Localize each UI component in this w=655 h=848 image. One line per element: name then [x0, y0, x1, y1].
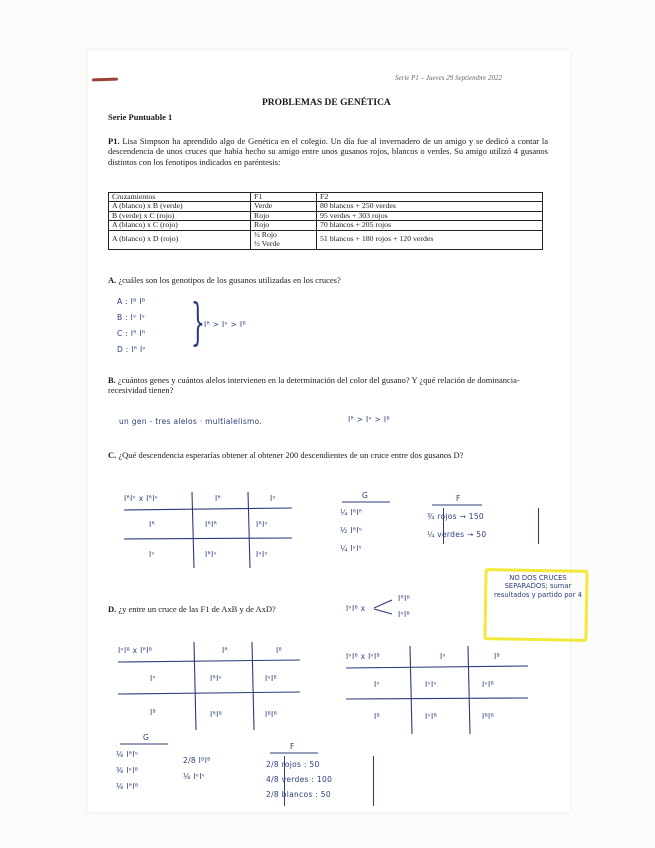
- table-row: [109, 202, 543, 211]
- punnett-cell: IᵛIᴮ: [482, 680, 494, 689]
- table-row: [109, 230, 543, 249]
- hand-g-line: ½ IᴿIᵛ: [340, 526, 363, 535]
- question-text: ¿cuántos genes y cuántos alelos intervienen en la determinación del color del gusano? Y ¿qué relación de dominancia-recesividad tienen?: [108, 375, 520, 396]
- punnett-col-header: Iᴮ: [494, 652, 501, 661]
- punnett-grid-d2: [342, 644, 532, 736]
- hand-g-label: G: [143, 733, 150, 742]
- punnett-row-header: Iᵛ: [149, 550, 155, 559]
- underline-f: [270, 751, 320, 755]
- question-text: ¿y entre un cruce de las F1 de AxB y de AxD?: [118, 604, 276, 614]
- punnett-cell: IᴿIᴿ: [205, 520, 218, 529]
- question-a: [108, 275, 341, 285]
- table-cell: Rojo: [251, 221, 317, 230]
- hand-g-line: ⅜ IᵛIᴮ: [116, 766, 139, 775]
- underline-f: [432, 503, 484, 507]
- hand-genotype-d: D : Iᴿ Iᵛ: [117, 345, 146, 354]
- hand-f1-branch: IᴿIᴮ: [398, 594, 411, 603]
- punnett-cell: IᴮIᴮ: [482, 712, 495, 721]
- hand-dominance-b: Iᴿ > Iᵛ > Iᴮ: [348, 415, 390, 424]
- punnett-cell: IᴿIᵛ: [205, 550, 218, 559]
- problem-statement: [108, 136, 548, 167]
- hand-f-line: ¾ rojos → 150: [427, 512, 485, 521]
- table-cell: 70 blancos + 205 rojos: [317, 221, 543, 230]
- hand-f-line: ¼ verdes → 50: [427, 530, 487, 539]
- branch-lines: [374, 596, 396, 616]
- punnett-col-header: Iᵛ: [440, 652, 446, 661]
- table-header: F2: [317, 193, 543, 202]
- table-cell: 95 verdes + 303 rojos: [317, 211, 543, 220]
- hand-genotype-b: B : Iᵛ Iᵛ: [117, 313, 146, 322]
- hand-answer-b: un gen - tres alelos · multialelismo.: [119, 417, 263, 426]
- question-b: [108, 375, 543, 396]
- hand-g-line: ¼ IᴿIᴿ: [340, 508, 363, 517]
- punnett-row-header: Iᴿ: [149, 520, 156, 529]
- punnett-col-header: Iᴿ: [222, 646, 229, 655]
- table-cell: A (blanco) x D (rojo): [109, 230, 251, 249]
- question-label: C.: [108, 450, 117, 460]
- hand-genotype-c: C : Iᴿ Iᴿ: [117, 329, 146, 338]
- table-cell-line: ½ Verde: [254, 238, 280, 248]
- crosses-table: [108, 192, 543, 250]
- question-label: A.: [108, 275, 117, 285]
- punnett-col-header: Iᴮ: [276, 646, 283, 655]
- hand-g-line: ⅛ IᴿIᴮ: [116, 782, 139, 791]
- hand-g-line: ¼ IᵛIᵛ: [340, 544, 363, 553]
- hand-f-line: 4/8 verdes : 100: [266, 775, 333, 784]
- question-label: D.: [108, 604, 117, 614]
- series-date: Serie P1 – Jueves 29 Septiembre 2022: [395, 74, 503, 82]
- table-cell: Rojo: [251, 211, 317, 220]
- page-title: PROBLEMAS DE GENÉTICA: [262, 98, 391, 108]
- question-text: ¿cuáles son los genotipos de los gusanos utilizadas en los cruces?: [118, 275, 341, 285]
- hand-g-line: 2/8 IᴮIᴮ: [183, 756, 211, 765]
- punnett-col-header: Iᵛ: [270, 494, 276, 503]
- question-d: [108, 604, 276, 614]
- hand-g-line: ⅛ IᴿIᵛ: [116, 750, 139, 759]
- serie-label: Serie Puntuable 1: [108, 112, 173, 122]
- table-cell: 80 blancos + 250 verdes: [317, 202, 543, 211]
- punnett-cell: IᴮIᴮ: [265, 710, 278, 719]
- hand-f-line: 2/8 rojos : 50: [266, 760, 320, 769]
- table-cell-line: ½ Rojo: [254, 230, 277, 240]
- problem-text: Lisa Simpson ha aprendido algo de Genética en el colegio. Un día fue al invernadero de un amigo y se dedicó a contar la descendencia de unos cruces que había hecho su amigo entre unos gusanos rojos, blancos o verdes. Su amigo utilizó 4 gusanos distintos con los fenotipos indicados en paréntesis:: [108, 136, 548, 167]
- hand-note: NO DOS CRUCES SEPARADOS; sumar resultados y partido por 4: [494, 574, 582, 599]
- hand-f-label: F: [456, 494, 461, 503]
- punnett-row-header: Iᵛ: [374, 680, 380, 689]
- underline-g: [342, 500, 392, 504]
- punnett-cell: IᴿIᵛ: [256, 520, 269, 529]
- table-cell: B (verde) x C (rojo): [109, 211, 251, 220]
- punnett-row-header: Iᴮ: [374, 712, 381, 721]
- hand-f-label: F: [290, 742, 295, 751]
- table-row: [109, 221, 543, 230]
- problem-label: P1.: [108, 136, 120, 146]
- table-cell: A (blanco) x C (rojo): [109, 221, 251, 230]
- punnett-cell: IᵛIᵛ: [425, 680, 437, 689]
- hand-f1-cross: IᵛIᴮ x: [346, 604, 366, 613]
- brace-icon: }: [190, 293, 206, 351]
- punnett-cell: IᴿIᵛ: [210, 674, 223, 683]
- punnett-cell: IᵛIᴮ: [265, 674, 277, 683]
- hand-g-label: G: [362, 491, 369, 500]
- table-header: F1: [251, 193, 317, 202]
- table-header: Cruzamientos: [109, 193, 251, 202]
- hand-dominance-a: Iᴿ > Iᵛ > Iᴮ: [204, 320, 246, 329]
- punnett-cell: IᴿIᴮ: [210, 710, 223, 719]
- table-cell: [251, 230, 317, 249]
- hand-g-line: ⅛ IᵛIᵛ: [183, 772, 206, 781]
- hand-cross-d2: IᵛIᴮ x IᵛIᴮ: [346, 652, 381, 661]
- question-c: [108, 450, 543, 460]
- punnett-col-header: Iᴿ: [215, 494, 222, 503]
- table-cell: Verde: [251, 202, 317, 211]
- underline-g: [120, 742, 170, 746]
- punnett-row-header: Iᵛ: [150, 674, 156, 683]
- table-cell: 51 blancos + 180 rojos + 120 verdes: [317, 230, 543, 249]
- hand-f-line: 2/8 blancos : 50: [266, 790, 331, 799]
- punnett-row-header: Iᴮ: [150, 708, 157, 717]
- hand-f1-branch: IᵛIᴮ: [398, 610, 410, 619]
- hand-cross-c: IᴿIᵛ x IᴿIᵛ: [124, 494, 159, 503]
- punnett-cell: IᵛIᵛ: [256, 550, 268, 559]
- hand-cross-d1: IᵛIᴮ x IᴿIᴮ: [118, 646, 153, 655]
- table-cell: A (blanco) x B (verde): [109, 202, 251, 211]
- question-label: B.: [108, 375, 116, 385]
- hand-genotype-a: A : Iᴮ Iᴮ: [117, 297, 146, 306]
- punnett-cell: IᵛIᴮ: [425, 712, 437, 721]
- question-text: ¿Qué descendencia esperarías obtener al obtener 200 descendientes de un cruce entre dos gusanos D?: [118, 450, 464, 460]
